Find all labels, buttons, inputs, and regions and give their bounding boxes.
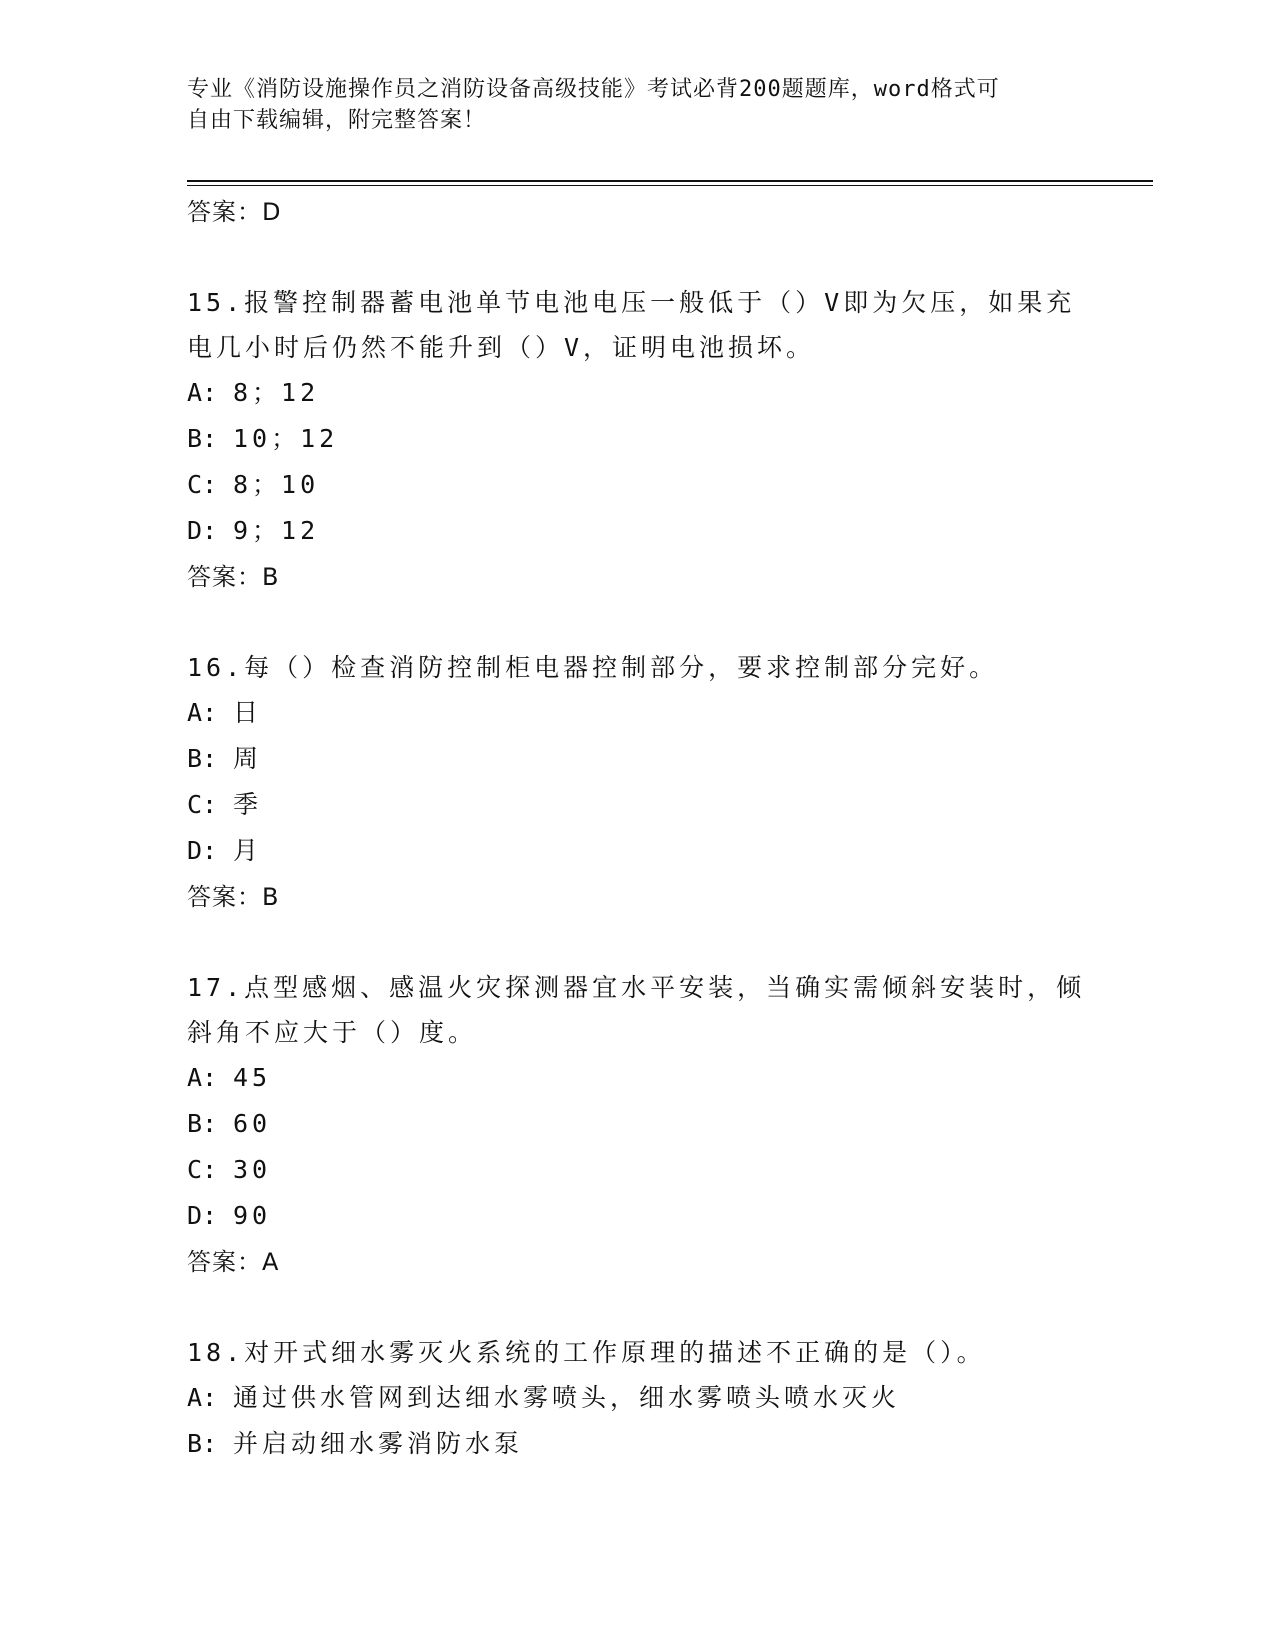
option-a: A: 8；12 xyxy=(187,378,320,407)
question-17 xyxy=(187,965,1087,1285)
option-a: A: 通过供水管网到达细水雾喷头，细水雾喷头喷水灭火 xyxy=(187,1383,901,1412)
option-d: D: 月 xyxy=(187,836,263,865)
answer: 答案：B xyxy=(187,883,280,911)
question-15 xyxy=(187,280,1087,600)
header-line-2: 自由下载编辑，附完整答案！ xyxy=(187,108,487,133)
question-stem: 17.点型感烟、感温火灾探测器宜水平安装，当确实需倾斜安装时，倾斜角不应大于（）度。 xyxy=(187,973,1086,1047)
option-b: B: 10；12 xyxy=(187,424,339,453)
header-rule-thick xyxy=(187,180,1153,182)
option-c: C: 8；10 xyxy=(187,470,320,499)
previous-answer: 答案：D xyxy=(187,198,282,226)
spacer xyxy=(187,920,1087,965)
question-stem: 18.对开式细水雾灭火系统的工作原理的描述不正确的是（）。 xyxy=(187,1338,986,1367)
option-c: C: 30 xyxy=(187,1155,272,1184)
answer: 答案：A xyxy=(187,1248,280,1276)
spacer xyxy=(187,600,1087,645)
option-d: D: 9；12 xyxy=(187,516,320,545)
option-d: D: 90 xyxy=(187,1201,272,1230)
option-b: B: 60 xyxy=(187,1109,272,1138)
question-stem: 15.报警控制器蓄电池单节电池电压一般低于（）V即为欠压，如果充电几小时后仍然不能升到（）V，证明电池损坏。 xyxy=(187,288,1076,362)
option-a: A: 45 xyxy=(187,1063,272,1092)
option-b: B: 并启动细水雾消防水泵 xyxy=(187,1429,524,1458)
spacer xyxy=(187,1285,1087,1330)
question-18 xyxy=(187,1330,1087,1467)
document-header xyxy=(187,74,1067,136)
option-a: A: 日 xyxy=(187,698,263,727)
option-b: B: 周 xyxy=(187,744,263,773)
question-list xyxy=(187,189,1087,1467)
answer: 答案：B xyxy=(187,563,280,591)
option-c: C: 季 xyxy=(187,790,263,819)
question-stem: 16.每（）检查消防控制柜电器控制部分，要求控制部分完好。 xyxy=(187,653,999,682)
question-16 xyxy=(187,645,1087,920)
header-line-1: 专业《消防设施操作员之消防设备高级技能》考试必背200题题库，word格式可 xyxy=(187,77,1000,102)
spacer xyxy=(187,235,1087,280)
header-rule-thin xyxy=(187,185,1153,186)
